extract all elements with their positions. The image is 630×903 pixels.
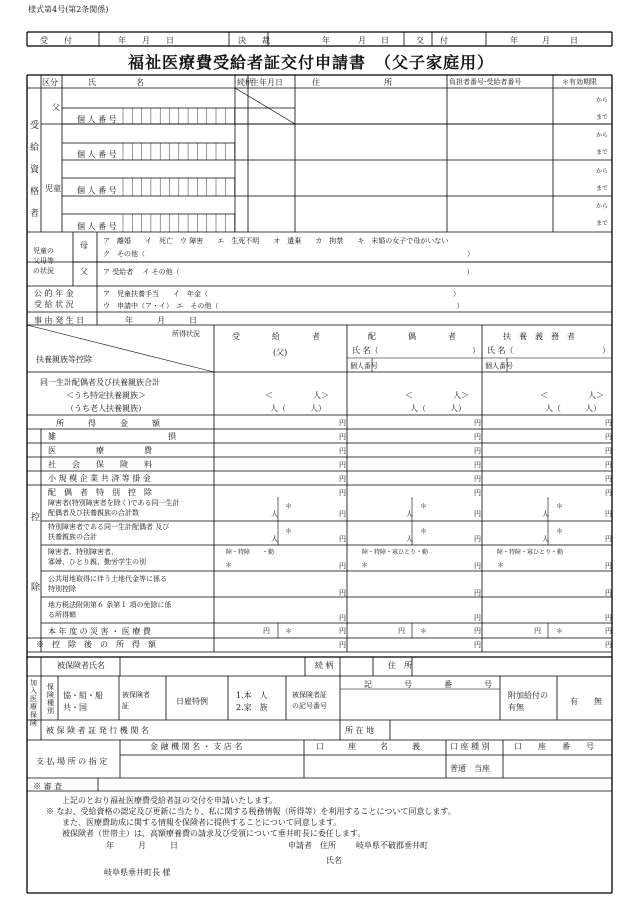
hoken-jusho: 住 所	[388, 661, 412, 670]
shozaichi: 所 在 地	[345, 726, 375, 735]
en-mark-r4-c1: 円	[474, 475, 481, 483]
chiho-b: る所得額	[48, 611, 76, 619]
en-mark-r2-c0: 円	[339, 447, 346, 455]
haigusha-kojin: 個人番号	[350, 362, 378, 370]
en-mark-r12-c2: 円	[605, 641, 612, 649]
saigai-ast-c1: ＊	[420, 627, 427, 635]
en-mark-r10-c0: 円	[339, 614, 346, 622]
en-mark-r0-c1: 円	[474, 419, 481, 427]
fuyo-kojin: 個人番号	[485, 362, 513, 370]
made-3: まで	[596, 185, 609, 192]
ninzu-jukyu-b[interactable]: 人（ 人）	[270, 404, 326, 413]
page-title: 福祉医療費受給者証交付申請書 （父子家庭用）	[128, 53, 495, 72]
fuka-umu[interactable]: 有 無	[570, 697, 602, 706]
en-mark-r9-c2: 円	[605, 589, 612, 597]
en-mark-r5-c2: 円	[605, 489, 612, 497]
kessai-year: 年	[322, 36, 330, 45]
chichi-options[interactable]: ア 受給者 イ その他（ ）	[103, 268, 474, 276]
chiho-a: 地方税法附則第６ 条第１ 項の免除に係	[48, 601, 172, 609]
fubo-label-3: の状況	[33, 267, 54, 275]
jukyusha-header: 受 給 者	[232, 332, 320, 341]
kojin-bango-3: 個 人 番 号	[77, 186, 117, 195]
nin-2-c2: 人	[542, 535, 549, 543]
kessai-month: 月	[358, 36, 366, 45]
side-char-4: 格	[30, 187, 40, 197]
dou-line-1: 同一生計配偶者及び扶養親族合計	[40, 378, 160, 387]
hoken-side-3: 医	[30, 695, 37, 703]
uketsuke-date[interactable]: 年 月 日	[118, 36, 174, 45]
kojin-bango-4: 個 人 番 号	[77, 222, 117, 231]
haigusha-header: 配 偶 者	[368, 332, 456, 341]
koza-shubetsu-header: 口 座 種 別	[450, 742, 490, 751]
en-mark-r11-c0: 円	[339, 627, 346, 635]
fuyo-gimusha-header: 扶 養 義 務 者	[503, 332, 575, 341]
en-mark-r2-c2: 円	[605, 447, 612, 455]
col-zokugara: 続柄	[237, 78, 253, 87]
footer-shinseisha: 申請者 住所	[288, 841, 336, 850]
made-1: まで	[596, 114, 609, 121]
haigusha-shimei[interactable]: 氏 名（	[352, 346, 379, 355]
jiyu-date[interactable]: 年 月 日	[125, 316, 197, 325]
en-mark-r2-c1: 円	[474, 447, 481, 455]
en-mark-r12-c0: 円	[339, 641, 346, 649]
ast-2-c1: ＊	[420, 527, 427, 535]
jukyusha-chichi: (父)	[273, 348, 288, 357]
shotoku-kingaku: 所 得 金 額	[56, 419, 160, 428]
footer-date[interactable]: 年 月 日	[106, 841, 178, 850]
saigai-en-c2: 円	[534, 627, 541, 635]
kafu-ast-c1: ＊	[361, 561, 368, 569]
en-mark-r3-c1: 円	[474, 461, 481, 469]
hoken-side-6: 険	[30, 719, 37, 727]
shurui-1: 保	[47, 683, 54, 691]
saigai-iryohi: 本 年 度 の 災 害 ・ 医 療 費	[48, 627, 151, 636]
shogai-2a: 特別障害者である同一生計配偶者 及び	[48, 523, 170, 531]
footer-p4: 被保険者（世帯主）は、高額療養費の請求及び受領について垂井町長に委任します。	[62, 829, 366, 838]
koujo-zatsuson: 雑 損	[48, 432, 176, 441]
kubun-chichi: 父	[52, 103, 60, 112]
en-mark-r6-c0: 円	[339, 510, 346, 518]
koufu-day: 日	[570, 36, 578, 45]
hoken-side-4: 療	[30, 703, 37, 711]
ninzu-hai-a[interactable]: ＜ 人＞	[405, 391, 469, 400]
en-mark-r8-c0: 円	[339, 562, 346, 570]
en-mark-r11-c1: 円	[474, 627, 481, 635]
koza-bango-header: 口 座 番 号	[514, 742, 594, 751]
futsu-touza[interactable]: 普通 当座	[450, 764, 490, 773]
kafu-opt-jukyu[interactable]: 障・特障 ・勤	[226, 549, 275, 556]
koujo-side-2: 除	[31, 583, 41, 593]
kara-1: から	[596, 97, 609, 104]
shurui-4: 別	[47, 707, 54, 715]
hoken-side-1: 加	[30, 679, 37, 687]
kojogo-shotoku: ※ 控 除 後 の 所 得 額	[36, 640, 156, 649]
en-mark-r7-c1: 円	[474, 535, 481, 543]
side-char-2: 給	[30, 143, 40, 153]
kyo-2[interactable]: 共・国	[63, 703, 87, 712]
haha-options[interactable]: ア 離婚 イ 死亡 ウ 障害 エ 生死不明 オ 遺棄 カ 拘禁 キ 未婚の女子で母がいない	[103, 237, 449, 245]
col-seinengappi: 生年月日	[251, 78, 283, 87]
nin-1-c0: 人	[271, 510, 278, 518]
en-mark-r10-c1: 円	[474, 614, 481, 622]
hihoken-sho-1: 被保険者	[122, 691, 150, 699]
saigai-ast-c2: ＊	[556, 627, 563, 635]
kigou-1: 被保険者証	[292, 691, 327, 699]
haha-other[interactable]: ク その他（ ）	[103, 250, 474, 258]
ninzu-fuyo-a[interactable]: ＜ 人＞	[540, 391, 604, 400]
fubo-label-2: 父母等	[33, 257, 54, 265]
koujo-side-1: 控	[31, 513, 41, 523]
side-char-1: 受	[30, 121, 40, 131]
en-mark-r3-c2: 円	[605, 461, 612, 469]
kigou-bango-header: 記 号 番 号	[364, 680, 492, 689]
dou-line-2: ＜うち特定扶養親族＞	[66, 391, 146, 400]
en-mark-r5-c0: 円	[339, 489, 346, 497]
dou-line-3: （うち老人扶養親族）	[66, 404, 146, 413]
ninzu-hai-b[interactable]: 人（ 人）	[410, 404, 466, 413]
fubo-chichi: 父	[80, 267, 88, 276]
ast-1-c0: ＊	[285, 502, 292, 510]
en-mark-r5-c1: 円	[474, 489, 481, 497]
hihokensha-label: 被保険者氏名	[57, 661, 105, 670]
shotoku-jokyo: 所得状況	[172, 330, 200, 338]
en-mark-r4-c2: 円	[605, 475, 612, 483]
kara-3: から	[596, 168, 609, 175]
en-mark-r9-c0: 円	[339, 589, 346, 597]
en-mark-r3-c0: 円	[339, 461, 346, 469]
kazoku[interactable]: 2.家 族	[236, 703, 268, 712]
nenkin-label-1: 公 的 年 金	[34, 289, 74, 298]
kara-2: から	[596, 132, 609, 139]
en-mark-r6-c1: 円	[474, 510, 481, 518]
jiyu-label: 事 由 発 生 日	[34, 316, 85, 325]
col-yuko: ＊有効期限	[562, 78, 597, 86]
shinsa-label: ※ 審 査	[33, 782, 63, 791]
nin-2-c1: 人	[406, 535, 413, 543]
en-mark-r1-c0: 円	[339, 433, 346, 441]
kouko-b: 特別控除	[48, 585, 76, 593]
kafu-b: 寡婦、ひとり親、勤労学生の別	[48, 558, 146, 566]
shurui-3: 種	[47, 699, 54, 707]
footer-atesaki: 岐阜県垂井町長 様	[104, 868, 171, 877]
nenkin-options-2[interactable]: ウ 申請中（ア・イ） エ その他（ ）	[103, 302, 464, 310]
saigai-ast-c0: ＊	[285, 627, 292, 635]
side-char-3: 資	[30, 165, 40, 175]
kara-4: から	[596, 203, 609, 210]
hoken-side-5: 保	[30, 711, 37, 719]
shogai-2b: 扶養親族の合計	[48, 533, 97, 541]
made-4: まで	[596, 220, 609, 227]
koza-meigi-header: 口 座 名 義	[316, 742, 420, 751]
nin-1-c1: 人	[406, 510, 413, 518]
shiharai-label: 支 払 場 所 の 指 定	[36, 757, 108, 766]
koujo-iryohi: 医 療 費	[48, 446, 152, 455]
honnin[interactable]: 1.本 人	[236, 691, 268, 700]
en-mark-r8-c1: 円	[474, 562, 481, 570]
ast-2-c2: ＊	[556, 527, 563, 535]
en-mark-r1-c2: 円	[605, 433, 612, 441]
fubo-label-1: 児童の	[33, 247, 54, 255]
footer-p3: また、医療費助成に関する情報を保険者に提供することについて同意します。	[62, 818, 342, 827]
en-mark-r10-c2: 円	[605, 614, 612, 622]
kubun-jido: 児童	[45, 184, 61, 193]
kojin-bango-2: 個 人 番 号	[77, 150, 117, 159]
ast-2-c0: ＊	[285, 527, 292, 535]
kessai-label: 決 裁	[238, 36, 270, 45]
hoken-side-2: 入	[30, 687, 37, 695]
koufu-label: 交 付	[416, 36, 448, 45]
hakko-kikan: 被 保 険 者 証 発 行 機 関 名	[46, 726, 149, 735]
haigusha-shimei-close: ）	[472, 346, 480, 355]
col-kubun: 区分	[42, 78, 58, 87]
en-mark-r4-c0: 円	[339, 475, 346, 483]
fuyo-koujo: 扶養親族等控除	[36, 355, 92, 364]
form-number: 様式第4号(第2条関係)	[28, 5, 109, 14]
kigou-2: の記号番号	[292, 702, 327, 710]
kafu-a: 障害者、特別障害者、	[48, 548, 118, 556]
footer-p2: ※ なお、受給資格の認定及び更新に当たり、私に関する税務情報（所得等）を利用することについて同意します。	[46, 807, 456, 816]
koujo-kibo: 小 規 模 企 業 共 済 等 掛 金	[48, 474, 151, 483]
en-mark-r0-c0: 円	[339, 419, 346, 427]
col-shimei: 氏 名	[88, 78, 144, 87]
ast-1-c2: ＊	[556, 502, 563, 510]
ast-1-c1: ＊	[420, 502, 427, 510]
kojin-bango-1: 個 人 番 号	[77, 115, 117, 124]
uketsuke-label: 受 付	[40, 36, 72, 45]
col-jusho: 住 所	[312, 78, 392, 87]
saigai-en-c1: 円	[398, 627, 405, 635]
hihoken-sho-2: 証	[122, 702, 129, 710]
en-mark-r9-c1: 円	[474, 589, 481, 597]
kouko-a: 公共用地取得に伴う土地代金等に係る	[48, 575, 167, 583]
ninzu-jukyu-a[interactable]: ＜ 人＞	[265, 391, 329, 400]
fuka-2: 有無	[508, 703, 524, 712]
hoken-zokugara: 続 柄	[315, 661, 334, 670]
en-mark-r12-c1: 円	[474, 641, 481, 649]
en-mark-r6-c2: 円	[605, 510, 612, 518]
col-futansha: 負担者番号-受給者番号	[449, 78, 522, 86]
koufu-month: 月	[542, 36, 550, 45]
made-2: まで	[596, 149, 609, 156]
ninzu-fuyo-b[interactable]: 人（ 人）	[545, 404, 601, 413]
footer-p1: 上記のとおり福祉医療費受給者証の交付を申請いたします。	[62, 796, 278, 805]
koujo-shakai: 社 会 保 険 料	[48, 460, 152, 469]
kafu-opt-fuyo[interactable]: 障・特障・寡ひとり・勤	[497, 549, 564, 556]
shogai-1a: 障害者(特別障害者を除く)である同一生計	[48, 499, 180, 507]
koufu-year: 年	[510, 36, 518, 45]
side-char-5: 者	[30, 209, 40, 219]
saigai-en-c0: 円	[263, 627, 270, 635]
kafu-ast-c0: ＊	[225, 561, 232, 569]
nenkin-label-2: 受 給 状 況	[34, 300, 74, 309]
shurui-2: 険	[47, 691, 54, 699]
fubo-haha: 母	[80, 241, 88, 250]
koujo-haigusha: 配 偶 者 特 別 控 除	[48, 488, 152, 497]
footer-shimei[interactable]: 氏名	[326, 856, 342, 865]
nenkin-options-1[interactable]: ア 児童扶養手当 イ 年金（ ）	[103, 290, 460, 298]
en-mark-r1-c1: 円	[474, 433, 481, 441]
footer-address[interactable]: 岐阜県不破郡垂井町	[356, 841, 428, 850]
kafu-ast-c2: ＊	[497, 561, 504, 569]
kyo-1[interactable]: 協・組・船	[63, 691, 103, 700]
en-mark-r8-c2: 円	[605, 562, 612, 570]
grid-line	[235, 88, 295, 124]
fuyo-shimei-close: ）	[602, 346, 610, 355]
en-mark-r0-c2: 円	[605, 419, 612, 427]
fuyo-shimei[interactable]: 氏 名（	[487, 346, 514, 355]
shogai-1b: 配偶者及び扶養親族の合計数	[48, 509, 139, 517]
en-mark-r7-c2: 円	[605, 535, 612, 543]
nin-1-c2: 人	[542, 510, 549, 518]
hiyatoi[interactable]: 日雇特例	[176, 697, 208, 706]
kafu-opt-hai[interactable]: 障・特障・寡ひとり・勤	[362, 549, 429, 556]
fuka-1: 附加給付の	[508, 691, 548, 700]
kessai-day: 日	[381, 36, 389, 45]
kinyu-header: 金 融 機 関 名 ・ 支 店 名	[150, 742, 243, 751]
nin-2-c0: 人	[271, 535, 278, 543]
en-mark-r7-c0: 円	[339, 535, 346, 543]
en-mark-r11-c2: 円	[605, 627, 612, 635]
